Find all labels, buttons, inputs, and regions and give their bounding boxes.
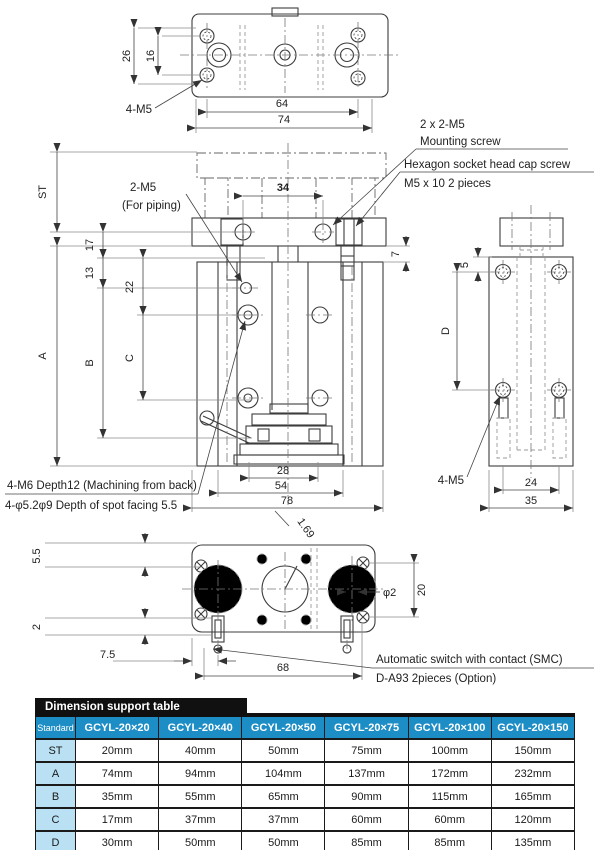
header-gcyl-20x40: GCYL-20×40 (159, 715, 242, 739)
cell: 74mm (76, 762, 159, 785)
dim-2: 2 (31, 623, 43, 631)
table-row-st (36, 739, 575, 762)
row-label-st: ST (36, 739, 76, 762)
dim-1p69: 1.69 (294, 516, 317, 541)
dim-16: 16 (145, 49, 157, 63)
dim-d: D (440, 327, 452, 335)
dim-7p5: 7.5 (100, 649, 116, 661)
table-row-a (36, 762, 575, 785)
dim-13: 13 (84, 266, 96, 280)
dim-5p5: 5.5 (31, 548, 43, 564)
cell: 172mm (408, 762, 491, 785)
cell: 30mm (76, 831, 159, 850)
label-4m5-side: 4-M5 (437, 475, 464, 487)
cell: 60mm (408, 808, 491, 831)
table-row-c (36, 808, 575, 831)
cell: 104mm (242, 762, 325, 785)
row-label-b: B (36, 785, 76, 808)
dim-34: 34 (276, 182, 290, 194)
cell: 37mm (159, 808, 242, 831)
dim-54: 54 (274, 480, 288, 492)
top-view (192, 8, 388, 97)
cell: 135mm (491, 831, 574, 850)
dim-28: 28 (276, 465, 290, 477)
table-row-b (36, 785, 575, 808)
dim-26: 26 (121, 49, 133, 63)
dim-st: ST (37, 184, 49, 200)
dim-b: B (84, 359, 96, 367)
dim-68: 68 (276, 662, 290, 674)
cell: 100mm (408, 739, 491, 762)
front-view-phantom-plate (197, 153, 386, 218)
row-label-a: A (36, 762, 76, 785)
header-gcyl-20x75: GCYL-20×75 (325, 715, 408, 739)
dim-phi2: φ2 (383, 587, 397, 599)
cell: 232mm (491, 762, 574, 785)
dim-5: 5 (459, 261, 471, 269)
label-piping-2: (For piping) (122, 200, 181, 212)
cell: 50mm (242, 739, 325, 762)
top-view-hidden-lines (240, 25, 323, 90)
cell: 60mm (325, 808, 408, 831)
dim-17: 17 (84, 238, 96, 252)
cell: 65mm (242, 785, 325, 808)
cell: 150mm (491, 739, 574, 762)
header-standard: Standard (36, 715, 76, 739)
label-4m5-top: 4-M5 (125, 104, 152, 116)
cell: 120mm (491, 808, 574, 831)
cell: 75mm (325, 739, 408, 762)
side-view-dimensions (452, 247, 573, 512)
dim-78: 78 (280, 495, 294, 507)
header-gcyl-20x50: GCYL-20×50 (242, 715, 325, 739)
label-switch-1: Automatic switch with contact (SMC) (376, 654, 563, 666)
header-gcyl-20x20: GCYL-20×20 (76, 715, 159, 739)
label-piping-1: 2-M5 (130, 182, 157, 194)
cell: 50mm (159, 831, 242, 850)
dim-35: 35 (524, 495, 538, 507)
cell: 90mm (325, 785, 408, 808)
header-gcyl-20x150: GCYL-20×150 (491, 715, 574, 739)
cell: 35mm (76, 785, 159, 808)
row-label-c: C (36, 808, 76, 831)
table-row-d (36, 831, 575, 850)
cell: 37mm (242, 808, 325, 831)
cell: 165mm (491, 785, 574, 808)
dim-7: 7 (390, 250, 402, 258)
table-title: Dimension support table (45, 701, 180, 713)
cell: 85mm (325, 831, 408, 850)
cell: 55mm (159, 785, 242, 808)
cell: 50mm (242, 831, 325, 850)
cell: 137mm (325, 762, 408, 785)
dim-c: C (124, 354, 136, 362)
dim-a: A (37, 352, 49, 360)
label-hex-screw-2: M5 x 10 2 pieces (404, 178, 491, 190)
cell: 85mm (408, 831, 491, 850)
cell: 40mm (159, 739, 242, 762)
table-header-row (36, 715, 575, 739)
dimension-support-table (35, 713, 575, 850)
label-mounting-1: 2 x 2-M5 (420, 119, 465, 131)
front-view-body (192, 218, 386, 466)
row-label-d: D (36, 831, 76, 850)
label-machining-1: 4-M6 Depth12 (Machining from back) (7, 480, 197, 492)
dim-22: 22 (124, 280, 136, 294)
front-view-centerlines (227, 143, 352, 505)
cell: 94mm (159, 762, 242, 785)
dim-64: 64 (275, 98, 289, 110)
header-gcyl-20x100: GCYL-20×100 (408, 715, 491, 739)
label-mounting-2: Mounting screw (420, 136, 501, 148)
top-view-dimensions (134, 28, 372, 133)
cell: 17mm (76, 808, 159, 831)
dim-24: 24 (524, 477, 538, 489)
cell: 115mm (408, 785, 491, 808)
dim-20: 20 (416, 583, 428, 597)
label-hex-screw-1: Hexagon socket head cap screw (404, 159, 571, 171)
label-switch-2: D-A93 2pieces (Option) (376, 673, 497, 685)
label-machining-2: 4-φ5.2φ9 Depth of spot facing 5.5 (5, 500, 178, 512)
cell: 20mm (76, 739, 159, 762)
dim-74: 74 (277, 114, 291, 126)
